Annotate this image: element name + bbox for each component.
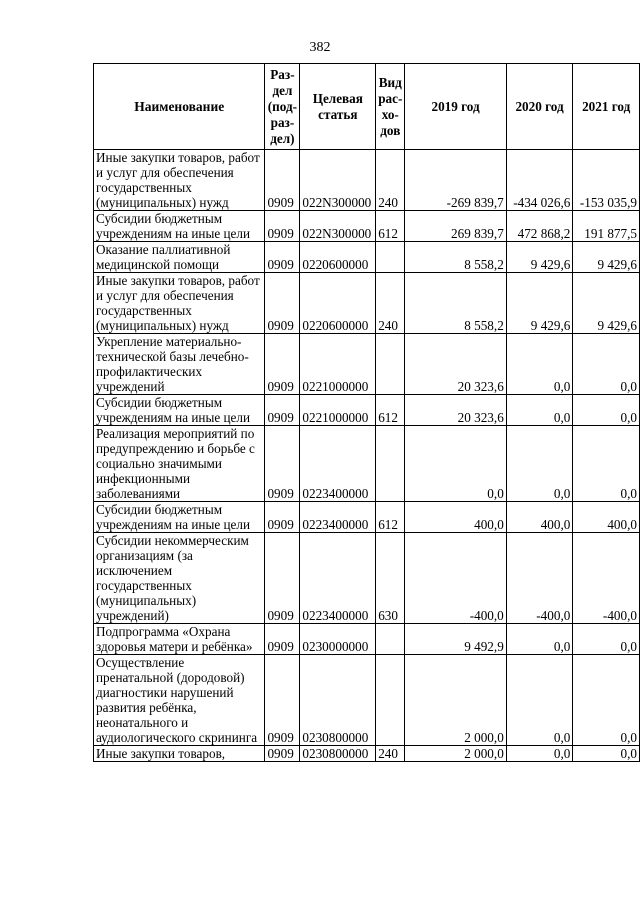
row-2019: 2 000,0 [405,655,506,746]
header-expense-type: Вид рас- хо- дов [376,64,405,150]
header-2021: 2021 год [573,64,640,150]
row-2020: 0,0 [506,426,573,502]
table-row [94,150,640,211]
row-name: Субсидии бюджетным учреждениям на иные цели [94,395,265,426]
row-2019: 20 323,6 [405,395,506,426]
table-row [94,502,640,533]
row-2020: 472 868,2 [506,211,573,242]
row-2020: 0,0 [506,334,573,395]
header-name: Наименование [94,64,265,150]
row-target: 0221000000 [300,334,376,395]
row-2020: 9 429,6 [506,273,573,334]
budget-table [93,63,640,762]
row-target: 022N300000 [300,150,376,211]
row-2020: 0,0 [506,395,573,426]
table-body [94,150,640,762]
row-section: 0909 [265,502,300,533]
row-expense-type: 240 [376,273,405,334]
row-section: 0909 [265,746,300,762]
row-2020: -400,0 [506,533,573,624]
row-2019: 9 492,9 [405,624,506,655]
row-2019: 0,0 [405,426,506,502]
row-target: 0220600000 [300,273,376,334]
row-section: 0909 [265,273,300,334]
row-expense-type [376,426,405,502]
table-row [94,242,640,273]
row-target: 022N300000 [300,211,376,242]
row-section: 0909 [265,533,300,624]
table-row [94,624,640,655]
row-section: 0909 [265,395,300,426]
row-2020: 9 429,6 [506,242,573,273]
row-expense-type: 630 [376,533,405,624]
row-2019: -269 839,7 [405,150,506,211]
row-2021: 9 429,6 [573,242,640,273]
row-2021: 0,0 [573,746,640,762]
row-2021: 191 877,5 [573,211,640,242]
row-2019: 20 323,6 [405,334,506,395]
header-2020: 2020 год [506,64,573,150]
row-2020: 0,0 [506,655,573,746]
row-target: 0230000000 [300,624,376,655]
row-2020: 0,0 [506,746,573,762]
row-target: 0230800000 [300,655,376,746]
row-2021: 9 429,6 [573,273,640,334]
row-2019: 8 558,2 [405,273,506,334]
table-header-row [94,64,640,150]
row-expense-type [376,655,405,746]
row-expense-type: 240 [376,746,405,762]
row-name: Иные закупки товаров, работ и услуг для обеспечения государственных (муниципальных) нужд [94,273,265,334]
row-2021: 0,0 [573,334,640,395]
header-section: Раз- дел (под- раз- дел) [265,64,300,150]
row-2020: 0,0 [506,624,573,655]
row-target: 0223400000 [300,502,376,533]
row-2021: 0,0 [573,395,640,426]
table-row [94,533,640,624]
header-target: Целевая статья [300,64,376,150]
row-name: Оказание паллиативной медицинской помощи [94,242,265,273]
row-expense-type: 612 [376,395,405,426]
row-section: 0909 [265,655,300,746]
row-section: 0909 [265,426,300,502]
table-row [94,334,640,395]
row-expense-type [376,242,405,273]
row-name: Субсидии некоммерческим организациям (за исключением государственных (муниципальных) учреждений) [94,533,265,624]
row-2021: 0,0 [573,655,640,746]
row-expense-type [376,334,405,395]
row-target: 0223400000 [300,533,376,624]
row-name: Реализация мероприятий по предупреждению и борьбе с социально значимыми инфекционными заболеваниями [94,426,265,502]
row-target: 0230800000 [300,746,376,762]
row-name: Иные закупки товаров, [94,746,265,762]
row-name: Осуществление пренатальной (дородовой) диагностики нарушений развития ребёнка, неонатального и аудиологического скрининга [94,655,265,746]
row-2019: 400,0 [405,502,506,533]
row-target: 0223400000 [300,426,376,502]
row-name: Подпрограмма «Охрана здоровья матери и ребёнка» [94,624,265,655]
row-expense-type: 612 [376,211,405,242]
row-name: Иные закупки товаров, работ и услуг для обеспечения государственных (муниципальных) нужд [94,150,265,211]
row-2021: -400,0 [573,533,640,624]
page-number: 382 [309,40,331,55]
row-target: 0221000000 [300,395,376,426]
row-section: 0909 [265,242,300,273]
row-section: 0909 [265,334,300,395]
row-name: Субсидии бюджетным учреждениям на иные цели [94,211,265,242]
table-row [94,746,640,762]
row-2019: 8 558,2 [405,242,506,273]
table-row [94,273,640,334]
row-2021: 400,0 [573,502,640,533]
header-2019: 2019 год [405,64,506,150]
table-row [94,211,640,242]
row-section: 0909 [265,150,300,211]
row-2021: 0,0 [573,624,640,655]
table-row [94,426,640,502]
row-name: Субсидии бюджетным учреждениям на иные цели [94,502,265,533]
row-2019: 269 839,7 [405,211,506,242]
row-target: 0220600000 [300,242,376,273]
row-2019: 2 000,0 [405,746,506,762]
row-2021: -153 035,9 [573,150,640,211]
row-section: 0909 [265,211,300,242]
row-expense-type: 240 [376,150,405,211]
row-name: Укрепление материально-технической базы лечебно-профилактических учреждений [94,334,265,395]
table-row [94,655,640,746]
row-expense-type: 612 [376,502,405,533]
row-2020: 400,0 [506,502,573,533]
row-expense-type [376,624,405,655]
row-2019: -400,0 [405,533,506,624]
table-row [94,395,640,426]
row-2021: 0,0 [573,426,640,502]
row-2020: -434 026,6 [506,150,573,211]
row-section: 0909 [265,624,300,655]
